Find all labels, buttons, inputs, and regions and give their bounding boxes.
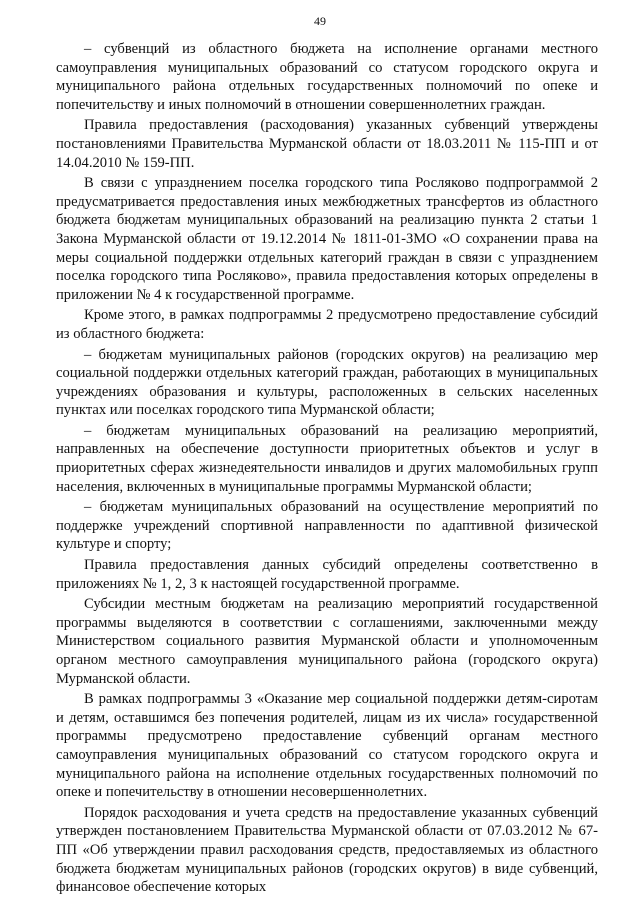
paragraph-subsidy-rules-appendices: Правила предоставления данных субсидий определены соответственно в приложениях № 1, 2, 3 к настоящей государственной программе. bbox=[56, 557, 598, 592]
paragraph-subsidy-agreements: Субсидии местным бюджетам на реализацию мероприятий государственной программы выделяются в соответствии с соглашениями, заключенными между Министерством социального развития Мурманской области и уполномоченным органом местного самоуправления муниципального района (городского округа) Мурманской области. bbox=[56, 596, 598, 687]
list-item-accessibility-measures: – бюджетам муниципальных образований на реализацию мероприятий, направленных на обеспечение доступности приоритетных объектов и услуг в приоритетных сферах жизнедеятельности инвалидов и других маломобильных групп населения, включенных в муниципальные программы Мурманской области; bbox=[56, 422, 598, 495]
paragraph-subsidies-intro: Кроме этого, в рамках подпрограммы 2 предусмотрено предоставление субсидий из областного бюджета: bbox=[56, 307, 598, 342]
paragraph-subvention-rules: Правила предоставления (расходования) указанных субвенций утверждены постановлениями Правительства Мурманской области от 18.03.2011 № 115-ПП и от 14.04.2010 № 159-ПП. bbox=[56, 117, 598, 171]
paragraph-subvention-procedure: Порядок расходования и учета средств на предоставление указанных субвенций утвержден постановлением Правительства Мурманской области от 07.03.2012 № 67-ПП «Об утверждении правил расходования средств, предоставляемых из областного бюджета бюджетам муниципальных районов (городских округов) в виде субвенций, финансовое обеспечение которых bbox=[56, 804, 598, 896]
document-body bbox=[56, 40, 598, 897]
paragraph-subventions-guardianship-adults: – субвенций из областного бюджета на исполнение органами местного самоуправления муниципальных образований со статусом городского округа и муниципального района отдельных государственных полномочий по опеке и попечительству и иных полномочий в отношении совершеннолетних граждан. bbox=[56, 41, 598, 113]
paragraph-roslyakovo-transfers: В связи с упразднением поселка городского типа Росляково подпрограммой 2 предусматривается предоставления иных межбюджетных трансфертов из областного бюджета бюджетам муниципальных образований на реализацию пункта 2 статьи 1 Закона Мурманской области от 19.12.2014 № 1811-01-ЗМО «О сохранении права на меры социальной поддержки отдельных категорий граждан в связи с упразднением поселка городского типа Росляково», правила предоставления которых определены в приложении № 4 к государственной программе. bbox=[56, 175, 598, 303]
paragraph-subprogram-3: В рамках подпрограммы 3 «Оказание мер социальной поддержки детям-сиротам и детям, оставшимся без попечения родителей, лицам из их числа» государственной программы предусмотрено предоставление субвенций органам местного самоуправления муниципальных образований со статусом городского округа и муниципального района на исполнение отдельных государственных полномочий по опеке и попечительству в отношении несовершеннолетних. bbox=[56, 691, 598, 801]
page-number: 49 bbox=[314, 14, 326, 28]
list-item-rural-workers-support: – бюджетам муниципальных районов (городских округов) на реализацию мер социальной поддержки отдельных категорий граждан, работающих в муниципальных учреждениях образования и культуры, расположенных в сельских населенных пунктах или поселках городского типа Мурманской области; bbox=[56, 346, 598, 419]
list-item-adaptive-sport: – бюджетам муниципальных образований на осуществление мероприятий по поддержке учреждений спортивной направленности по адаптивной физической культуре и спорту; bbox=[56, 499, 598, 553]
